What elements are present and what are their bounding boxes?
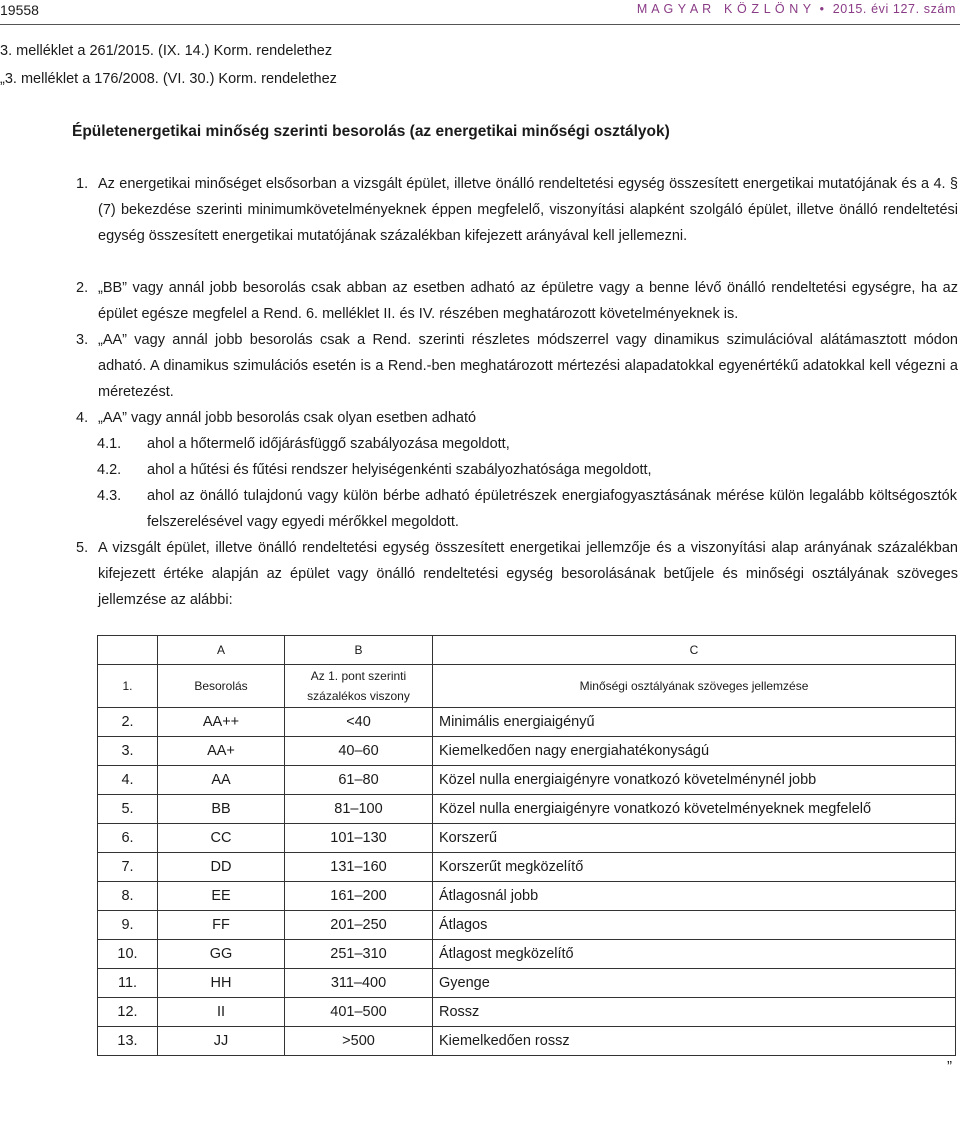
grade-cell: FF bbox=[158, 911, 285, 940]
grade-cell: GG bbox=[158, 940, 285, 969]
range-cell: >500 bbox=[285, 1027, 433, 1056]
annex-line-2: „3. melléklet a 176/2008. (VI. 30.) Korm. rendelethez bbox=[0, 71, 337, 87]
range-cell: 131–160 bbox=[285, 853, 433, 882]
grade-cell: DD bbox=[158, 853, 285, 882]
description-cell: Közel nulla energiaigényre vonatkozó követelménynél jobb bbox=[433, 766, 956, 795]
header-besorolas: Besorolás bbox=[158, 665, 285, 708]
row-number: 2. bbox=[98, 708, 158, 737]
grade-cell: JJ bbox=[158, 1027, 285, 1056]
table-header-row bbox=[98, 665, 956, 708]
subitem-text: ahol az önálló tulajdonú vagy külön bérbe adható épületrészek energiafogyasztásának mérése külön legalább költségosztók felszerelésével vagy egyedi mérőkkel megoldott. bbox=[147, 488, 957, 530]
description-cell: Gyenge bbox=[433, 969, 956, 998]
row-number: 1. bbox=[98, 665, 158, 708]
subitem-number: 4.2. bbox=[97, 462, 122, 478]
table-row bbox=[98, 882, 956, 911]
paragraph-text: „AA” vagy annál jobb besorolás csak olyan esetben adható bbox=[98, 410, 477, 426]
range-cell: 311–400 bbox=[285, 969, 433, 998]
description-cell: Átlagos bbox=[433, 911, 956, 940]
table-row bbox=[98, 853, 956, 882]
grade-cell: AA+ bbox=[158, 737, 285, 766]
header-description: Minőségi osztályának szöveges jellemzése bbox=[433, 665, 956, 708]
paragraph-number: 2. bbox=[76, 280, 89, 296]
table-row bbox=[98, 911, 956, 940]
subitem-4-2 bbox=[97, 457, 957, 483]
paragraph-2 bbox=[76, 275, 958, 327]
row-number: 5. bbox=[98, 795, 158, 824]
table-row bbox=[98, 940, 956, 969]
range-cell: <40 bbox=[285, 708, 433, 737]
running-title: M A G Y A R K Ö Z L Ö N Y • 2015. évi 127. szám bbox=[636, 2, 956, 16]
range-cell: 161–200 bbox=[285, 882, 433, 911]
description-cell: Korszerű bbox=[433, 824, 956, 853]
paragraph-number: 4. bbox=[76, 410, 89, 426]
grade-cell: AA bbox=[158, 766, 285, 795]
header-rule bbox=[0, 24, 960, 25]
row-number: 11. bbox=[98, 969, 158, 998]
paragraph-number: 5. bbox=[76, 540, 89, 556]
paragraph-text: „AA” vagy annál jobb besorolás csak a Rend. szerinti részletes módszerrel vagy dinamikus szimulációval alátámasztott módon adható. A dinamikus szimulációs esetén is a Rend.-ben meghatározott mértezési alapadatokkal egyenértékű adatokkal kell végezni a méretezést. bbox=[98, 332, 958, 400]
table-row bbox=[98, 708, 956, 737]
closing-quote: ” bbox=[947, 1058, 952, 1075]
column-letter: B bbox=[285, 636, 433, 665]
paragraph-4 bbox=[76, 405, 958, 431]
column-letter: A bbox=[158, 636, 285, 665]
page-header bbox=[0, 0, 960, 24]
paragraph-number: 3. bbox=[76, 332, 89, 348]
subitem-number: 4.1. bbox=[97, 436, 122, 452]
paragraph-5 bbox=[76, 535, 958, 613]
description-cell: Kiemelkedően rossz bbox=[433, 1027, 956, 1056]
description-cell: Korszerűt megközelítő bbox=[433, 853, 956, 882]
row-number: 12. bbox=[98, 998, 158, 1027]
row-number: 8. bbox=[98, 882, 158, 911]
table-row bbox=[98, 737, 956, 766]
paragraph-3 bbox=[76, 327, 958, 405]
row-number: 13. bbox=[98, 1027, 158, 1056]
table-row bbox=[98, 766, 956, 795]
row-number: 3. bbox=[98, 737, 158, 766]
column-letter: C bbox=[433, 636, 956, 665]
range-cell: 81–100 bbox=[285, 795, 433, 824]
grade-cell: HH bbox=[158, 969, 285, 998]
classification-table bbox=[97, 635, 956, 1056]
table-row bbox=[98, 824, 956, 853]
row-number: 9. bbox=[98, 911, 158, 940]
subitem-4-1 bbox=[97, 431, 957, 457]
table-row bbox=[98, 969, 956, 998]
subitem-text: ahol a hőtermelő időjárásfüggő szabályozása megoldott, bbox=[147, 436, 510, 452]
description-cell: Közel nulla energiaigényre vonatkozó követelményeknek megfelelő bbox=[433, 795, 956, 824]
range-cell: 401–500 bbox=[285, 998, 433, 1027]
grade-cell: EE bbox=[158, 882, 285, 911]
document-title: Épületenergetikai minőség szerinti besorolás (az energetikai minőségi osztályok) bbox=[72, 123, 670, 140]
paragraph-text: A vizsgált épület, illetve önálló rendeltetési egység összesített energetikai jellemzője és a viszonyítási alap arányának százalékban kifejezett értéke alapján az épület vagy önálló rendeltetési egység besorolásának betűjele és minőségi osztályának szöveges jellemzése az alábbi: bbox=[98, 540, 958, 608]
table-row bbox=[98, 795, 956, 824]
empty-corner-cell bbox=[98, 636, 158, 665]
grade-cell: BB bbox=[158, 795, 285, 824]
grade-cell: AA++ bbox=[158, 708, 285, 737]
row-number: 10. bbox=[98, 940, 158, 969]
description-cell: Rossz bbox=[433, 998, 956, 1027]
header-percentage: Az 1. pont szerinti százalékos viszony bbox=[285, 665, 433, 708]
grade-cell: II bbox=[158, 998, 285, 1027]
column-letter-row bbox=[98, 636, 956, 665]
description-cell: Átlagosnál jobb bbox=[433, 882, 956, 911]
paragraph-text: „BB” vagy annál jobb besorolás csak abban az esetben adható az épületre vagy a benne lévő önálló rendeltetési egységre, ha az épület egésze megfelel a Rend. 6. melléklet II. és IV. részében meghatározott követelményeknek is. bbox=[98, 280, 958, 322]
range-cell: 40–60 bbox=[285, 737, 433, 766]
row-number: 7. bbox=[98, 853, 158, 882]
description-cell: Minimális energiaigényű bbox=[433, 708, 956, 737]
paragraph-text: Az energetikai minőséget elsősorban a vizsgált épület, illetve önálló rendeltetési egység összesített energetikai mutatójának és a 4. § (7) bekezdése szerinti minimumkövetelményeknek éppen megfelelő, viszonyítási alapként szolgáló épület, illetve önálló rendeltetési egység összesített energetikai mutatójának százalékban kifejezett arányával kell jellemezni. bbox=[98, 176, 958, 244]
paragraph-1 bbox=[76, 171, 958, 249]
range-cell: 201–250 bbox=[285, 911, 433, 940]
subitem-4-3 bbox=[97, 483, 957, 535]
subitem-number: 4.3. bbox=[97, 488, 122, 504]
row-number: 6. bbox=[98, 824, 158, 853]
row-number: 4. bbox=[98, 766, 158, 795]
description-cell: Kiemelkedően nagy energiahatékonyságú bbox=[433, 737, 956, 766]
paragraph-number: 1. bbox=[76, 176, 89, 192]
subitem-text: ahol a hűtési és fűtési rendszer helyiségenkénti szabályozhatósága megoldott, bbox=[147, 462, 652, 478]
grade-cell: CC bbox=[158, 824, 285, 853]
range-cell: 61–80 bbox=[285, 766, 433, 795]
page-number: 19558 bbox=[0, 2, 39, 18]
range-cell: 101–130 bbox=[285, 824, 433, 853]
table-row bbox=[98, 998, 956, 1027]
table-row bbox=[98, 1027, 956, 1056]
description-cell: Átlagost megközelítő bbox=[433, 940, 956, 969]
range-cell: 251–310 bbox=[285, 940, 433, 969]
annex-line-1: 3. melléklet a 261/2015. (IX. 14.) Korm. rendelethez bbox=[0, 43, 333, 59]
